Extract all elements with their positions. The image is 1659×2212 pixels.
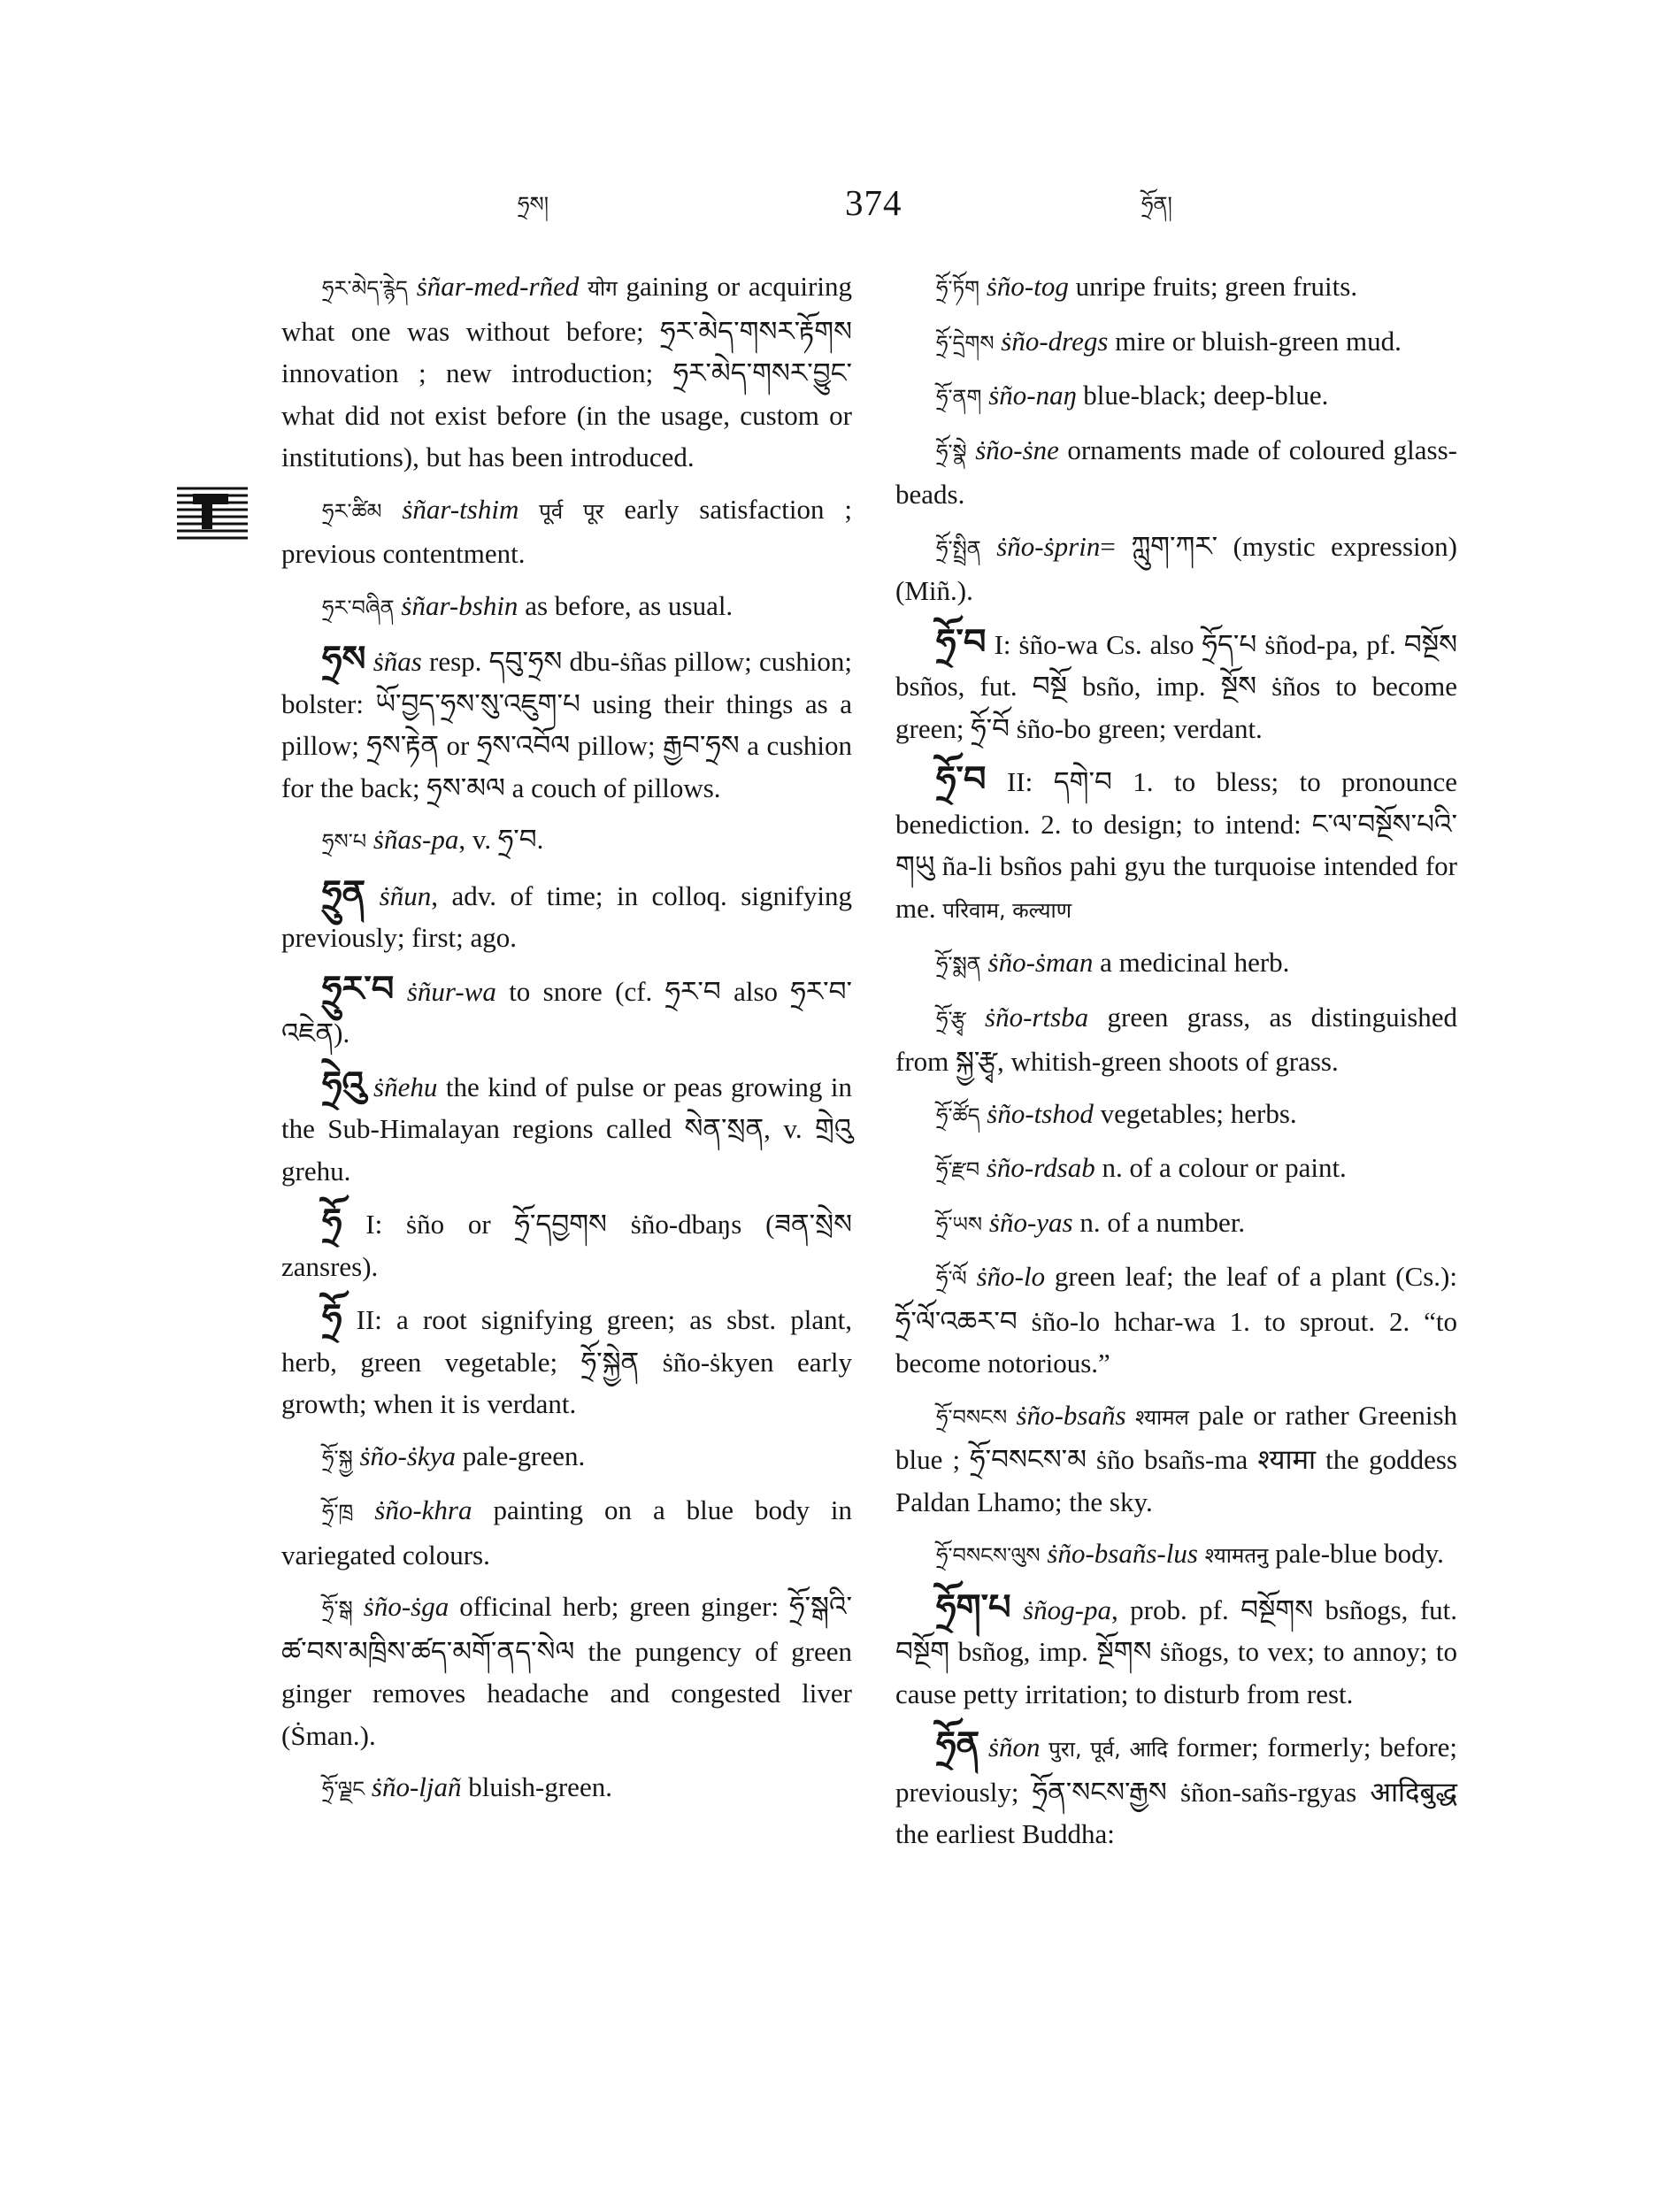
dictionary-entry (895, 429, 1457, 516)
headword-tibetan: ཧྲོ་བསངས་ལུས (936, 1543, 1041, 1568)
entry-text: n. of a number. (1079, 1206, 1246, 1238)
dictionary-entry (281, 639, 852, 809)
entry-text: , prob. pf. བསྔོགས bsñogs, fut. བསྔོག bsñog, imp. སྔོགས ṡñogs, to vex; to annoy; to cause petty irritation; to disturb from rest. (895, 1594, 1457, 1709)
sanskrit-gloss: पुरा, पूर्व, आदि (1048, 1737, 1168, 1762)
headword-transliteration: ṡño-tog (986, 271, 1069, 302)
headword-transliteration: ṡñun (379, 879, 432, 911)
headword-transliteration: ṡño-naŋ (988, 380, 1077, 411)
headword-tibetan: ཧྲར་ཚིམ (322, 498, 382, 524)
headword-transliteration: ṡño-bsañs-lus (1047, 1538, 1198, 1569)
entry-text: resp. དབུ་ཧྲས dbu-ṡñas pillow; cushion; bolster: ཡོ་བྱད་ཧྲས་སུ་འཇུག་པ using their things as a pillow; ཧྲས་རྟེན or ཧྲས་འབོལ pillow; རྒྱབ་ཧྲས a cushion for the back; ཧྲས་མལ a couch of pillows. (281, 646, 853, 803)
dictionary-entry (895, 941, 1457, 987)
headword-tibetan: ཧྲུར་བ (322, 968, 395, 1010)
headword-transliteration: ṡñon (987, 1732, 1041, 1763)
entry-text: to snore (cf. ཧྲར་བ also ཧྲར་བ་འཇེན). (281, 975, 853, 1048)
headword-tibetan: ཧྲོ (322, 1202, 342, 1242)
headword-tibetan: ཧྲེའུ (322, 1064, 365, 1105)
headword-tibetan: ཧྲོ་སྣེ (936, 439, 967, 465)
entry-text: unripe fruits; green fruits. (1075, 271, 1358, 302)
entry-text: = ཀླུག་ཀར་ (mystic expression) (Miñ.). (895, 530, 1457, 606)
right-column (895, 265, 1457, 1865)
dictionary-entry (895, 1532, 1457, 1578)
entry-text: vegetables; herbs. (1100, 1097, 1297, 1129)
headword-transliteration: ṡño-ljañ (371, 1771, 462, 1802)
sanskrit-gloss: परिवाम, कल्याण (942, 897, 1072, 923)
headword-transliteration: ṡñur-wa (406, 975, 496, 1007)
headword-tibetan: ཧྲོ་ལྗང (322, 1777, 365, 1801)
dictionary-entry (895, 1256, 1457, 1385)
headword-tibetan: ཧྲོ (322, 1297, 342, 1338)
dictionary-entry (281, 969, 852, 1055)
sanskrit-gloss: पूर्व पूर (539, 498, 604, 524)
headword-tibetan: ཧྲས (322, 639, 366, 680)
entry-text: , adv. of time; in colloq. signifying previously; first; ago. (281, 879, 852, 953)
entry-text: n. of a colour or paint. (1102, 1152, 1347, 1183)
headword-transliteration: ṡño-ṡkya (359, 1440, 456, 1471)
entry-text: pale-green. (462, 1440, 586, 1471)
headword-tibetan: ཧྲོ་ཡས (936, 1211, 983, 1237)
dictionary-entry (281, 1586, 852, 1756)
entry-text: green leaf; the leaf of a plant (Cs.): ཧྲོ་ལོ་འཆར་བ ṡño-lo hchar-wa 1. to sprout. 2. “to become notorious.” (895, 1261, 1457, 1379)
sanskrit-gloss: श्यामतनु (1204, 1543, 1269, 1568)
entry-text: painting on a blue body in variegated colours. (281, 1494, 853, 1571)
dictionary-entry (895, 759, 1457, 932)
dictionary-entry (895, 1724, 1457, 1855)
dictionary-entry (281, 1766, 852, 1811)
headword-tibetan: ཧྲོག་པ (936, 1586, 1011, 1628)
headword-tibetan: ཧྲོ་སྨན (936, 952, 981, 977)
entry-text: as before, as usual. (525, 589, 733, 621)
headword-tibetan: ཧྲོ་བ (936, 621, 987, 663)
headword-transliteration: ṡño-rdsab (986, 1152, 1095, 1183)
entry-text: blue-black; deep-blue. (1083, 380, 1329, 411)
sanskrit-gloss: योग (588, 276, 618, 301)
entry-text: gaining or acquiring what one was without before; ཧྲར་མེད་གསར་རྟོགས innovation ; new introduction; ཧྲར་མེད་གསར་བྱུང་ what did not exist before (in the usage, custom or institutions), but has been introduced. (281, 271, 852, 472)
headword-transliteration: ṡñas-pa (373, 824, 459, 855)
dictionary-entry (281, 1489, 852, 1576)
headword-tibetan: ཧྲོ་རྫབ (936, 1157, 980, 1182)
dictionary-entry (895, 1394, 1457, 1524)
headword-transliteration: ṡño-ṡne (975, 434, 1059, 465)
entry-text: bluish-green. (468, 1771, 612, 1802)
entry-text: pale-blue body. (1275, 1538, 1444, 1569)
headword-tibetan: ཧྲོན (936, 1724, 980, 1765)
dictionary-entry (281, 1297, 852, 1425)
headword-tibetan: ཧྲོ་སྒ (322, 1596, 353, 1621)
dictionary-entry (281, 1435, 852, 1480)
headword-transliteration: ṡño-lo (976, 1261, 1046, 1292)
headword-transliteration: ṡño-khra (374, 1494, 472, 1525)
headword-transliteration: ṡño-dregs (1001, 325, 1109, 357)
headword-transliteration: ṡñar-med-rñed (416, 271, 580, 302)
header-left-guideword: ཧྲས། (518, 192, 549, 217)
entry-text: pale or rather Greenish blue ; ཧྲོ་བསངས་མ ṡño bsañs-ma श्यामा the goddess Paldan Lhamo; the sky. (895, 1399, 1458, 1517)
headword-tibetan: ཧྲོ་བ (936, 759, 987, 800)
headword-tibetan: ཧྲོ་སྐྱ (322, 1445, 353, 1471)
page-number: 374 (845, 182, 902, 223)
entry-text: ornaments made of coloured glass-beads. (895, 434, 1458, 510)
headword-tibetan: ཧྲོ་བསངས (936, 1404, 1008, 1430)
headword-transliteration: ṡño-ṡman (987, 947, 1094, 978)
headword-transliteration: ṡñog-pa (1023, 1594, 1111, 1625)
dictionary-entry (895, 1093, 1457, 1138)
headword-transliteration: ṡño-ṡprin (996, 530, 1101, 562)
dictionary-entry (281, 873, 852, 959)
entry-text: I: ṡño or ཧྲོ་དབྱགས ṡño-dbaŋs (ཟན་སྲེས zansres). (281, 1209, 853, 1282)
headword-tibetan: ཧྲས་པ (322, 829, 367, 854)
thumb-index-icon (177, 485, 248, 540)
headword-tibetan: ཧྲོ་ཁྲ (322, 1500, 354, 1525)
entry-text: officinal herb; green ginger: ཧྲོ་སྒའི་ཚ་བས་མཁྲིས་ཚད་མགོ་ནད་སེལ the pungency of green ginger removes headache and congested liver (Ṡman.). (281, 1591, 853, 1751)
headword-transliteration: ṡñar-bshin (401, 589, 518, 621)
headword-tibetan: ཧྲོ་ནག (936, 385, 982, 410)
headword-tibetan: ཧྲོ་དྲེགས (936, 330, 995, 356)
dictionary-entry (895, 374, 1457, 419)
dictionary-entry (281, 488, 852, 575)
headword-tibetan: ཧྲོ་ལོ (936, 1266, 967, 1291)
dictionary-entry (895, 1202, 1457, 1247)
dictionary-entry (281, 1202, 852, 1287)
dictionary-entry (895, 320, 1457, 365)
dictionary-entry (281, 265, 852, 479)
dictionary-entry (895, 1587, 1457, 1716)
entry-text: a medicinal herb. (1100, 947, 1290, 978)
headword-tibetan: ཧྲོ་སྤྲིན (936, 535, 981, 561)
headword-transliteration: ṡñar-tshim (402, 493, 519, 525)
header-right-guideword: ཧྲོན། (1141, 192, 1172, 217)
dictionary-entry (895, 622, 1457, 750)
sanskrit-gloss: श्यामल (1134, 1404, 1189, 1430)
entry-text: , v. ཧྲ་བ. (458, 824, 544, 855)
headword-transliteration: ṡño-yas (988, 1206, 1073, 1238)
headword-transliteration: ṡño-tshod (987, 1097, 1094, 1129)
entry-text: former; formerly; before; previously; ཧྲོན་སངས་རྒྱས ṡñon-sañs-rgyas आदिबुद्ध the earliest Buddha: (895, 1732, 1458, 1849)
left-column (281, 265, 852, 1821)
page-header (0, 181, 1659, 243)
entry-text: early satisfaction ; previous contentment. (281, 493, 853, 569)
dictionary-entry (895, 996, 1457, 1083)
headword-tibetan: ཧྲོ་ཚོད (936, 1102, 980, 1128)
entry-text: the kind of pulse or peas growing in the Sub-Himalayan regions called སེན་སྲན, v. གྲེའུ grehu. (281, 1071, 853, 1187)
entry-text: green grass, as distinguished from སྐྱ་རྩྭ, whitish-green shoots of grass. (895, 1001, 1458, 1077)
dictionary-entry (281, 1064, 852, 1193)
entry-text: II: a root signifying green; as sbst. plant, herb, green vegetable; ཧྲོ་སྐྱེན ṡño-ṡkyen early growth; when it is verdant. (281, 1304, 853, 1419)
dictionary-entry (895, 265, 1457, 311)
dictionary-entry (895, 1147, 1457, 1192)
headword-transliteration: ṡño-rtsba (985, 1001, 1089, 1033)
dictionary-entry (895, 526, 1457, 612)
headword-tibetan: ཧྲོ་རྩྭ (936, 1006, 966, 1032)
headword-transliteration: ṡño-bsañs (1016, 1399, 1126, 1431)
entry-text: I: ṡño-wa Cs. also ཧྲོད་པ ṡñod-pa, pf. བསྔོས bsños, fut. བསྔོ bsño, imp. སྔོས ṡños to become green; ཧྲོ་བོ ṡño-bo green; verdant. (895, 628, 1458, 744)
entry-text: II: དགེ་བ 1. to bless; to pronounce benediction. 2. to design; to intend: ང་ལ་བསྔོས་པའི་གཡུ ña-li bsños pahi gyu the turquoise intended for me. (895, 766, 1458, 924)
dictionary-entry (281, 818, 852, 864)
headword-transliteration: ṡño-ṡga (363, 1591, 449, 1622)
headword-tibetan: ཧྲར་མེད་རྙེད (322, 276, 408, 301)
headword-tibetan: ཧྲར་བཞིན (322, 595, 395, 620)
dictionary-entry (281, 585, 852, 630)
headword-transliteration: ṡñehu (373, 1071, 438, 1102)
entry-text: mire or bluish-green mud. (1115, 325, 1402, 357)
headword-tibetan: ཧྲོ་ཏོག (936, 276, 980, 301)
headword-transliteration: ṡñas (373, 646, 422, 677)
headword-tibetan: ཧྲུན (322, 872, 366, 914)
